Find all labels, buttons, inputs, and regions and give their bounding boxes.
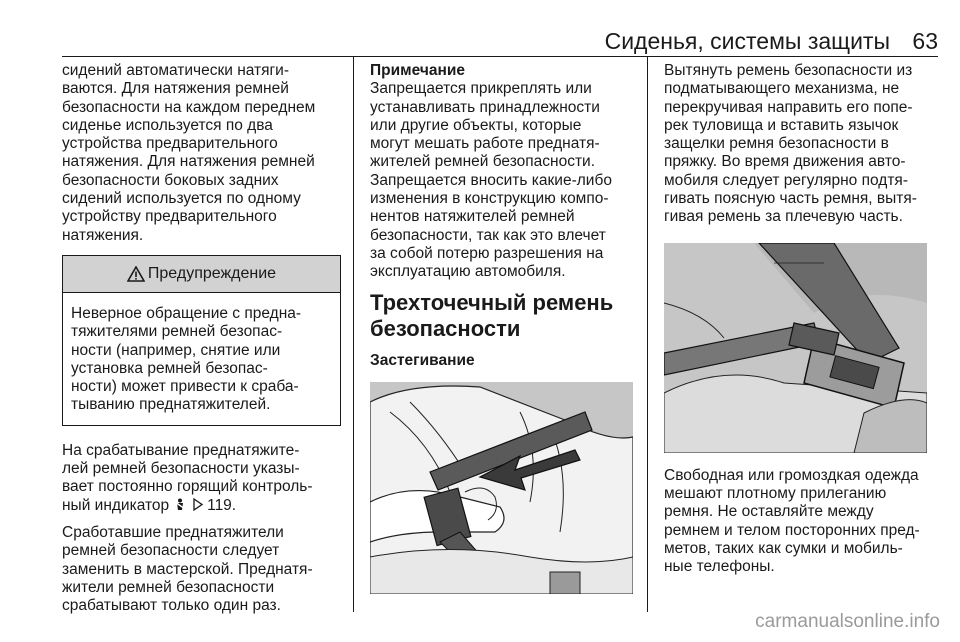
note-heading: Примечание	[370, 62, 465, 79]
text-line: за собой потерю разрешения на	[370, 244, 604, 262]
text-line: ваются. Для натяжения ремней	[62, 80, 289, 98]
text-line: безопасности	[370, 315, 521, 341]
column-divider-2	[647, 56, 648, 612]
text-line: натяжения.	[62, 226, 144, 244]
text-line: подматывающего механизма, не	[664, 80, 900, 98]
text-line: ный индикатор	[62, 496, 170, 514]
text-line: рек туловища и вставить язычок	[664, 116, 899, 134]
text-line: метов, таких как сумки и мобиль-	[664, 539, 903, 557]
buckle-closeup-illustration	[664, 243, 927, 453]
col1-paragraph-2	[62, 442, 347, 515]
seatbelt-fastening-illustration	[370, 382, 633, 594]
column-divider-1	[353, 56, 354, 612]
text-line: Вытянуть ремень безопасности из	[664, 62, 913, 79]
text-line: эксплуатацию автомобиля.	[370, 263, 566, 281]
text-line: ности (например, снятие или	[71, 341, 281, 359]
text-line: сидений автоматически натяги-	[62, 62, 290, 79]
text-line: натяжения. Для натяжения ремней	[62, 153, 315, 171]
text-line: могут мешать работе преднатя-	[370, 135, 600, 153]
text-line: Неверное обращение с предна-	[71, 304, 302, 322]
warning-box	[62, 255, 341, 426]
text-line: ности) может привести к сраба-	[71, 378, 299, 396]
header-rule	[62, 56, 938, 57]
text-line: пряжку. Во время движения авто-	[664, 153, 906, 171]
col3-paragraph-2	[664, 467, 936, 577]
seatbelt-fastening-drawing	[370, 382, 633, 594]
seatbelt-pretensioner-indicator-icon	[173, 498, 187, 511]
text-line: защелки ремня безопасности в	[664, 135, 889, 153]
text-line: мобиля следует регулярно подтя-	[664, 171, 908, 189]
sub-heading: Застегивание	[370, 351, 475, 369]
text-line: Запрещается вносить какие-либо	[370, 171, 612, 189]
page-number: 63	[912, 28, 938, 54]
text-line: тяжителями ремней безопас-	[71, 323, 283, 341]
text-line: устройства предварительного	[62, 135, 278, 153]
warning-body	[63, 293, 340, 425]
running-header-title: Сиденья, системы защиты	[604, 28, 890, 54]
text-line: заменить в мастерской. Преднатя-	[62, 560, 313, 578]
text-line: установка ремней безопас-	[71, 359, 268, 377]
text-line: срабатывают только один раз.	[62, 597, 281, 615]
text-line: безопасности на каждом переднем	[62, 98, 316, 116]
col1-paragraph-1	[62, 62, 347, 245]
warning-heading: Предупреждение	[147, 264, 277, 282]
text-line: сидений используется по одному	[62, 190, 301, 208]
text-line: устройству предварительного	[62, 208, 277, 226]
text-line: жителей ремней безопасности.	[370, 153, 596, 171]
buckle-closeup-drawing	[664, 243, 927, 453]
watermark: carmanualsonline.info	[755, 611, 940, 632]
text-line: гивать поясную часть ремня, вытя-	[664, 190, 917, 208]
text-line: тыванию преднатяжителей.	[71, 396, 271, 414]
text-line: ремней безопасности следует	[62, 542, 280, 560]
column-1	[62, 62, 347, 615]
note-body	[370, 80, 640, 281]
col3-paragraph-1	[664, 62, 936, 227]
page-reference: 119.	[207, 496, 237, 514]
text-line: безопасности боковых задних	[62, 171, 279, 189]
column-3	[664, 62, 936, 576]
text-line: Трехточечный ремень	[370, 289, 614, 315]
section-heading	[370, 290, 640, 342]
text-line: ные телефоны.	[664, 558, 775, 576]
text-line: вает постоянно горящий контроль-	[62, 478, 313, 496]
text-line: гивая ремень за плечевую часть.	[664, 208, 903, 226]
text-line: сиденье используется по два	[62, 116, 273, 134]
text-line: мешают плотному прилеганию	[664, 484, 887, 502]
text-line: устанавливать принадлежности	[370, 98, 600, 116]
text-line: На срабатывание преднатяжите-	[62, 441, 300, 459]
text-line: нентов натяжителей ремней	[370, 208, 575, 226]
text-line: или другие объекты, которые	[370, 116, 582, 134]
text-line: ремнем и телом посторонних пред-	[664, 521, 920, 539]
column-2	[370, 62, 640, 594]
col1-paragraph-3	[62, 524, 347, 615]
warning-header	[63, 256, 340, 293]
text-line: Свободная или громоздкая одежда	[664, 466, 919, 484]
text-line: жители ремней безопасности	[62, 578, 275, 596]
text-line: перекручивая направить его попе-	[664, 98, 913, 116]
text-line: лей ремней безопасности указы-	[62, 460, 300, 478]
text-line: безопасности, так как это влечет	[370, 226, 606, 244]
warning-triangle-icon	[127, 266, 145, 282]
text-line: ремня. Не оставляйте между	[664, 503, 874, 521]
text-line: изменения в конструкцию компо-	[370, 190, 609, 208]
page-reference-arrow-icon	[192, 498, 203, 511]
text-line: Запрещается прикреплять или	[370, 80, 592, 98]
text-line: Сработавшие преднатяжители	[62, 523, 284, 541]
